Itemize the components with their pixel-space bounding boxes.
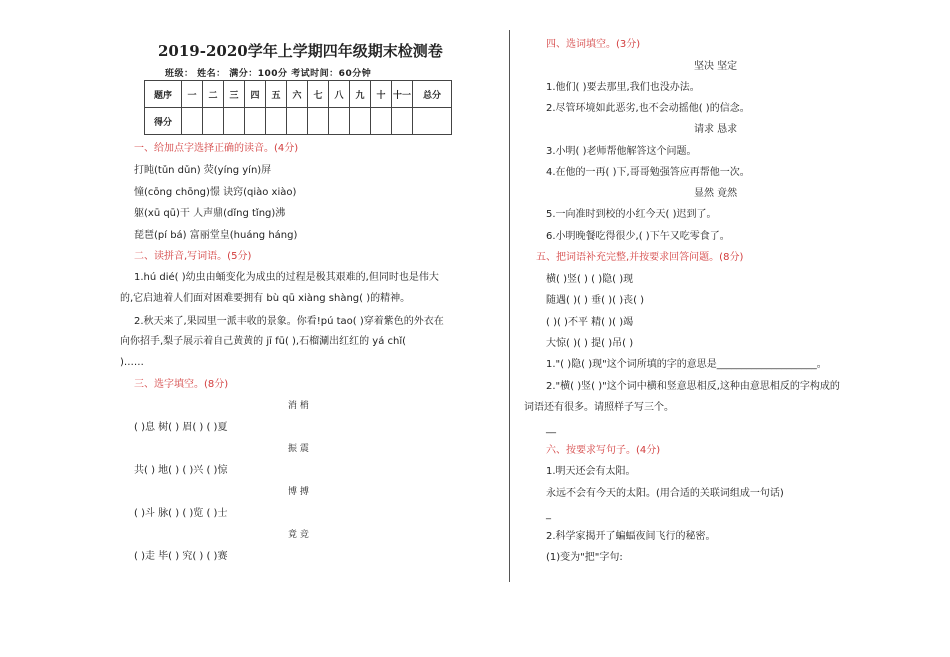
- table-cell: 六: [287, 81, 308, 108]
- section-5-title: 五、把词语补充完整,并按要求回答问题。(8分): [536, 252, 744, 263]
- table-cell: 二: [203, 81, 224, 108]
- exam-title: 2019-2020学年上学期四年级期末检测卷: [158, 42, 443, 60]
- s5-row: 随遇( )( ) 垂( )( )丧( ): [546, 295, 645, 306]
- section-1-title: 一、给加点字选择正确的读音。(4分): [134, 143, 299, 154]
- s6-line: 1.明天还会有太阳。: [546, 466, 636, 477]
- score-table-header-row: [145, 81, 452, 108]
- section-3-title: 三、选字填空。(8分): [134, 379, 229, 390]
- s5-row: ( )( )不平 精( )( )竭: [546, 317, 634, 328]
- s2-line: 的,它启迪着人们面对困难要拥有 bù qū xiàng shàng( )的精神。: [120, 293, 411, 304]
- table-cell: 一: [182, 81, 203, 108]
- s5-question-2: 2."横( )竖( )"这个词中横和竖意思相反,这种由意思相反的字构成的: [546, 381, 840, 392]
- s4-line: 4.在他的一再( )下,哥哥勉强答应再帮他一次。: [546, 167, 750, 178]
- column-divider: [509, 30, 510, 582]
- s3-row: ( )斗 脉( ) ( )览 ( )士: [134, 508, 228, 519]
- answer-blank: _: [546, 509, 551, 520]
- score-cell[interactable]: [266, 108, 287, 135]
- table-cell: 十一: [392, 81, 413, 108]
- score-cell[interactable]: [203, 108, 224, 135]
- exam-info: 班级： 姓名： 满分：100分 考试时间：60分钟: [165, 69, 372, 79]
- s5-row: 大惊( )( ) 提( )吊( ): [546, 338, 634, 349]
- table-cell: 题序: [145, 81, 182, 108]
- s4-word-pair: 显然 竟然: [694, 188, 738, 199]
- s3-row: ( )走 毕( ) 究( ) ( )赛: [134, 551, 228, 562]
- table-cell: 三: [224, 81, 245, 108]
- s6-line: (1)变为"把"字句:: [546, 552, 623, 563]
- score-cell[interactable]: [392, 108, 413, 135]
- section-6-title: 六、按要求写句子。(4分): [546, 445, 661, 456]
- s4-word-pair: 坚决 坚定: [694, 61, 738, 72]
- table-cell: 得分: [145, 108, 182, 135]
- table-cell: 总分: [413, 81, 452, 108]
- s3-row: 共( ) 地( ) ( )兴 ( )惊: [134, 465, 228, 476]
- answer-blank: __: [546, 423, 556, 434]
- score-cell[interactable]: [287, 108, 308, 135]
- s4-word-pair: 请求 恳求: [694, 124, 738, 135]
- s2-line: 1.hú dié( )幼虫由蛹变化为成虫的过程是极其艰难的,但同时也是伟大: [134, 272, 439, 283]
- s5-question-2-cont: 词语还有很多。请照样子写三个。: [524, 402, 674, 413]
- score-cell[interactable]: [371, 108, 392, 135]
- s5-question-1: 1."( )隐( )现"这个词所填的字的意思是____________________。: [546, 359, 827, 370]
- score-cell[interactable]: [224, 108, 245, 135]
- table-cell: 九: [350, 81, 371, 108]
- score-cell[interactable]: [350, 108, 371, 135]
- s6-line: 2.科学家揭开了蝙蝠夜间飞行的秘密。: [546, 531, 716, 542]
- table-cell: 八: [329, 81, 350, 108]
- s3-row: ( )息 树( ) 眉( ) ( )夏: [134, 422, 228, 433]
- section-4-title: 四、选词填空。(3分): [546, 39, 641, 50]
- s2-line: 2.秋天来了,果园里一派丰收的景象。你看!pú tao( )穿着紫色的外衣在: [134, 316, 444, 327]
- s1-line: 打盹(tǔn dǔn) 荧(yíng yín)屏: [134, 165, 272, 176]
- section-2-title: 二、读拼音,写词语。(5分): [134, 251, 252, 262]
- score-cell[interactable]: [329, 108, 350, 135]
- score-cell[interactable]: [308, 108, 329, 135]
- s3-pair: 消 梢: [288, 401, 309, 411]
- score-table: [144, 80, 452, 135]
- s1-line: 琵琶(pí bá) 富丽堂皇(huáng háng): [134, 230, 298, 241]
- s6-line: 永远不会有今天的太阳。(用合适的关联词组成一句话): [546, 488, 784, 499]
- table-cell: 七: [308, 81, 329, 108]
- table-cell: 十: [371, 81, 392, 108]
- s4-line: 5.一向准时到校的小红今天( )迟到了。: [546, 209, 717, 220]
- s2-line: )……: [120, 357, 144, 368]
- s4-line: 6.小明晚餐吃得很少,( )下午又吃零食了。: [546, 231, 730, 242]
- score-table-score-row: [145, 108, 452, 135]
- s4-line: 1.他们( )要去那里,我们也没办法。: [546, 82, 700, 93]
- s1-line: 躯(xū qū)干 人声鼎(dǐng tǐng)沸: [134, 208, 286, 219]
- s3-pair: 博 搏: [288, 487, 309, 497]
- table-cell: 四: [245, 81, 266, 108]
- score-cell[interactable]: [245, 108, 266, 135]
- s1-line: 憧(cōng chōng)憬 诀窍(qiào xiào): [134, 187, 297, 198]
- s3-pair: 振 震: [288, 444, 309, 454]
- s3-pair: 竟 竞: [288, 530, 309, 540]
- s5-row: 横( )竖( ) ( )隐( )现: [546, 274, 634, 285]
- s4-line: 3.小明( )老师帮他解答这个问题。: [546, 146, 697, 157]
- table-cell: 五: [266, 81, 287, 108]
- score-cell[interactable]: [413, 108, 452, 135]
- s2-line: 向你招手,梨子展示着自己黄黄的 jī fū( ),石榴涮出红红的 yá chǐ(: [120, 336, 407, 347]
- s4-line: 2.尽管环境如此恶劣,也不会动摇他( )的信念。: [546, 103, 750, 114]
- score-cell[interactable]: [182, 108, 203, 135]
